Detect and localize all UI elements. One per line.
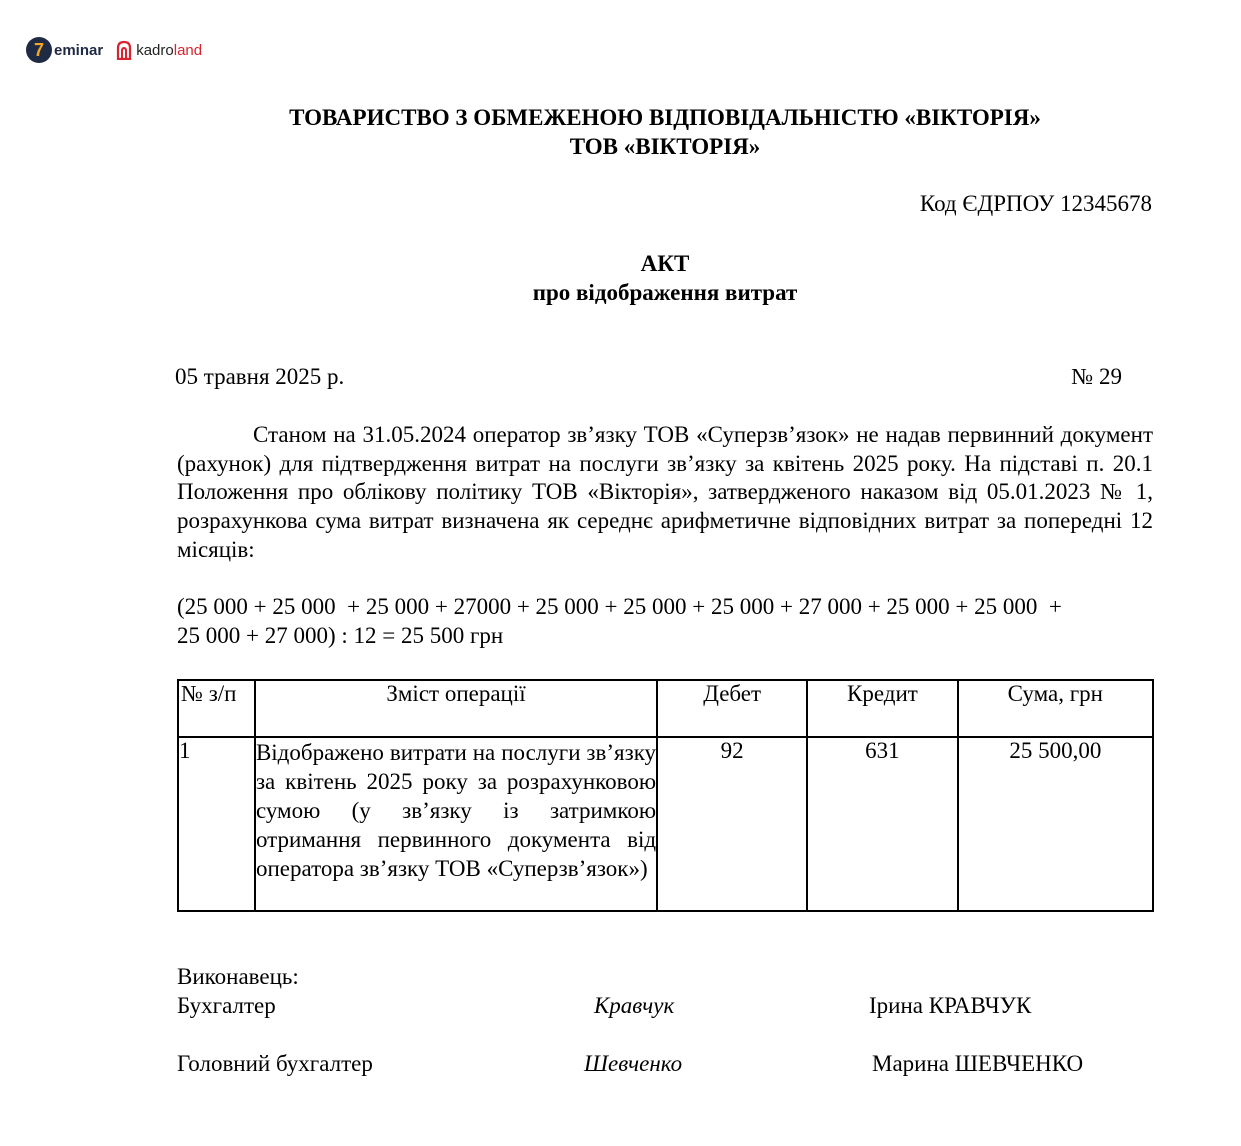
kadroland-text-a: kadro xyxy=(136,41,174,59)
seminar-logo-text: eminar xyxy=(54,41,104,59)
company-header xyxy=(160,103,1170,161)
seminar-logo xyxy=(26,37,103,63)
kadroland-logo xyxy=(115,40,202,60)
header-debit: Дебет xyxy=(657,680,807,737)
logos xyxy=(26,36,202,64)
kadroland-text-b: land xyxy=(173,41,203,59)
position-accountant: Бухгалтер xyxy=(177,993,276,1018)
document-date: 05 травня 2025 р. xyxy=(175,364,345,389)
row-num: 1 xyxy=(178,737,255,911)
kadroland-logo-text xyxy=(136,42,202,59)
signature-accountant: Кравчук xyxy=(594,993,675,1018)
company-short-name: ТОВ «ВІКТОРІЯ» xyxy=(569,134,761,159)
formula-line-2: 25 000 + 27 000) : 12 = 25 500 грн xyxy=(177,623,504,648)
company-full-name: ТОВАРИСТВО З ОБМЕЖЕНОЮ ВІДПОВІДАЛЬНІСТЮ «ВІКТОРІЯ» xyxy=(289,105,1041,130)
operations-table xyxy=(177,679,1154,912)
document-number: № 29 xyxy=(1071,364,1122,389)
header-credit: Кредит xyxy=(807,680,957,737)
seminar-logo-mark: 7 xyxy=(26,37,52,63)
executor-label: Виконавець: xyxy=(177,964,299,989)
table-row xyxy=(178,737,1153,911)
row-description: Відображено витрати на послуги зв’язку за квітень 2025 року за розрахунковою сумою (у зв’язку із затримкою отримання первинного документа від оператора зв’язку ТОВ «Суперзв’язок») xyxy=(255,737,657,911)
row-debit: 92 xyxy=(657,737,807,911)
table-header-row xyxy=(178,680,1153,737)
edrpou-code: Код ЄДРПОУ 12345678 xyxy=(919,191,1152,216)
signature-chief-accountant: Шевченко xyxy=(584,1051,683,1076)
document-title xyxy=(160,249,1170,307)
name-accountant: Ірина КРАВЧУК xyxy=(869,993,1032,1018)
header-sum: Сума, грн xyxy=(958,680,1153,737)
calculation-formula xyxy=(177,592,1153,650)
kadroland-icon xyxy=(115,40,133,60)
row-credit: 631 xyxy=(807,737,957,911)
title-subtitle: про відображення витрат xyxy=(532,280,798,305)
title-act: АКТ xyxy=(640,251,690,276)
position-chief-accountant: Головний бухгалтер xyxy=(177,1051,373,1076)
name-chief-accountant: Марина ШЕВЧЕНКО xyxy=(872,1051,1084,1076)
body-paragraph: Станом на 31.05.2024 оператор зв’язку ТОВ «Суперзв’язок» не надав первинний документ (рахунок) для підтвердження витрат на послуги зв’язку за квітень 2025 року. На підставі п. 20.1 Положення про облікову політику ТОВ «Вікторія», затвердженого наказом від 05.01.2023 № 1, розрахункова сума витрат визначена як середнє арифметичне відповідних витрат за попередні 12 місяців: xyxy=(177,422,1153,562)
formula-line-1: (25 000 + 25 000 + 25 000 + 27000 + 25 000 + 25 000 + 25 000 + 27 000 + 25 000 + 25 000 + xyxy=(177,594,1062,619)
row-sum: 25 500,00 xyxy=(958,737,1153,911)
header-num: № з/п xyxy=(178,680,255,737)
header-content: Зміст операції xyxy=(255,680,657,737)
